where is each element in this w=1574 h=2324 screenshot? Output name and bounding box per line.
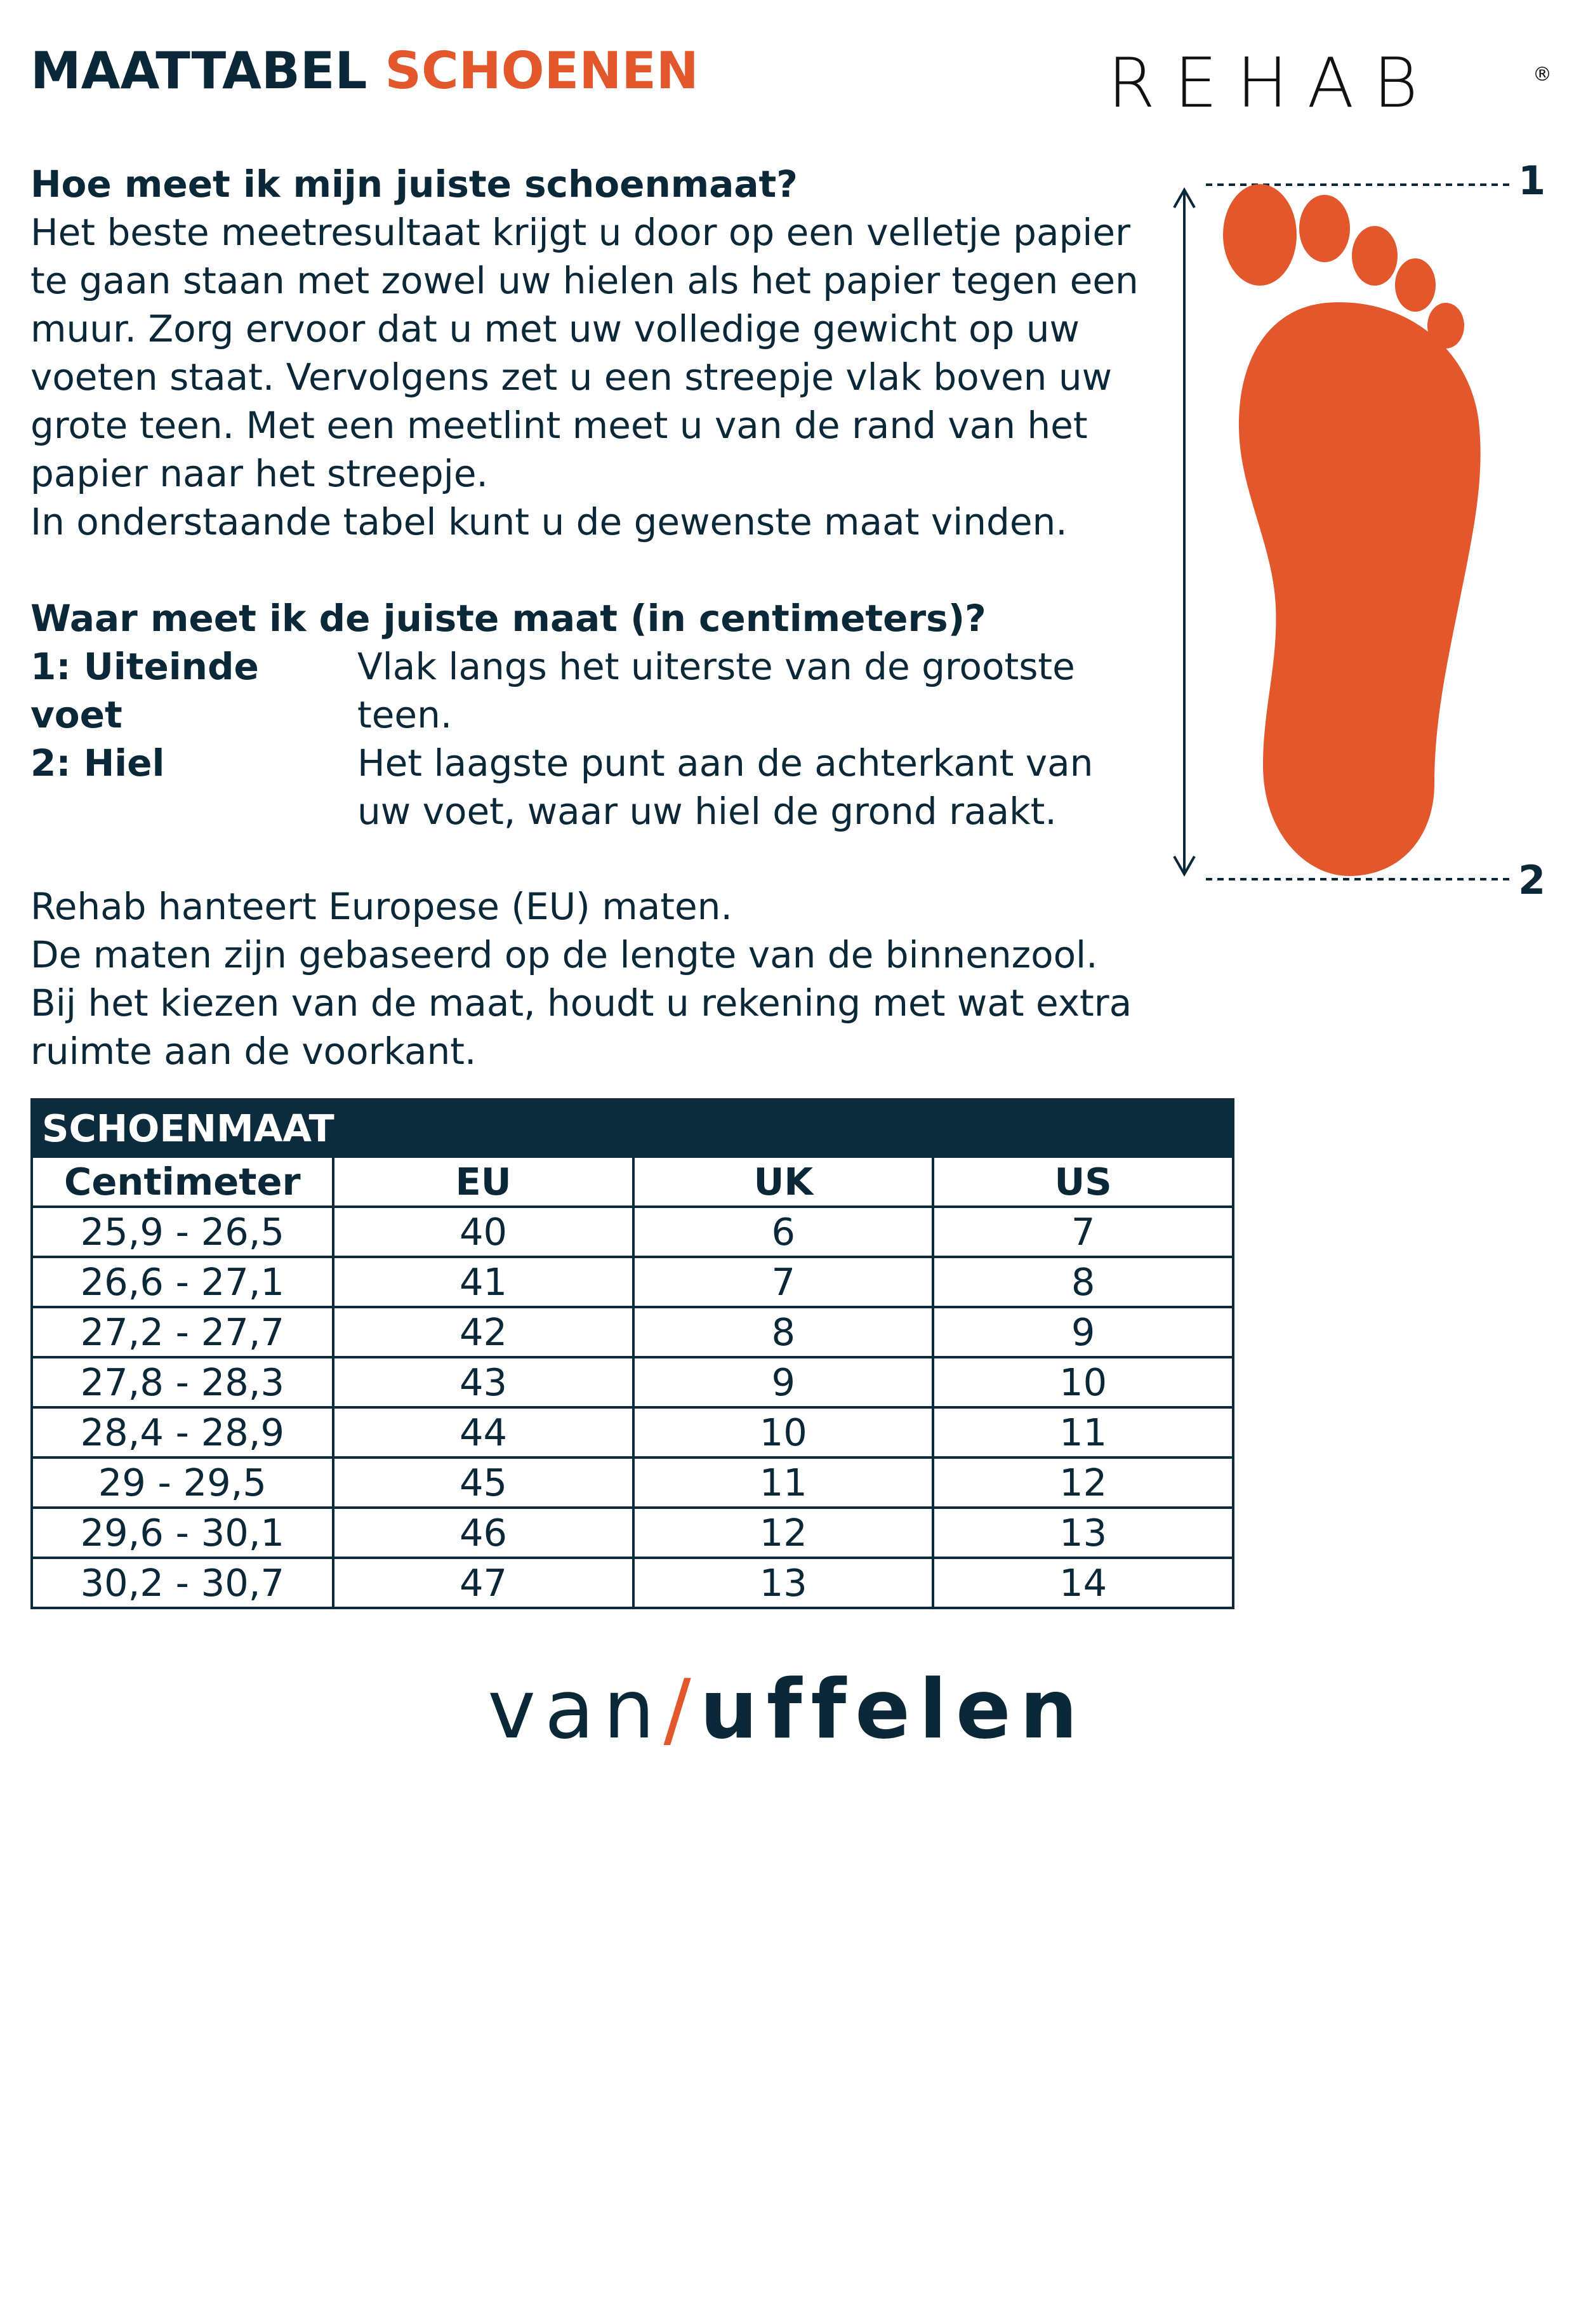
cell-centimeter: 29,6 - 30,1 [32,1508,333,1558]
table-row [32,1357,1233,1407]
cell-us: 11 [933,1407,1233,1457]
toe-icon [1352,226,1398,286]
table-row [32,1307,1233,1357]
cell-centimeter: 27,2 - 27,7 [32,1307,333,1357]
cell-centimeter: 30,2 - 30,7 [32,1558,333,1608]
notes-line: ruimte aan de voorkant. [30,1030,477,1073]
intro-line: te gaan staan met zowel uw hielen als het papier tegen een [30,259,1139,302]
notes-line: Bij het kiezen van de maat, houdt u rekening met wat extra [30,981,1132,1025]
column-header-us: US [933,1157,1233,1207]
cell-eu: 41 [333,1257,634,1307]
column-header-centimeter: Centimeter [32,1157,333,1207]
logo-uffelen: uffelen [699,1663,1087,1757]
cell-uk: 6 [633,1207,933,1257]
intro-line: voeten staat. Vervolgens zet u een streepje vlak boven uw [30,355,1113,399]
cell-us: 8 [933,1257,1233,1307]
measure-desc-line: Vlak langs het uiterste van de grootste [357,645,1075,688]
table-title: SCHOENMAAT [32,1099,1233,1157]
logo-van: van [487,1663,664,1757]
table-row [32,1457,1233,1508]
measure-term: 1: Uiteinde voet [30,645,259,736]
cell-us: 12 [933,1457,1233,1508]
measure-item-toe [30,642,1141,739]
notes-section [30,882,1141,1075]
cell-eu: 42 [333,1307,634,1357]
column-header-uk: UK [633,1157,933,1207]
measure-desc-line: teen. [357,693,453,736]
big-toe-icon [1223,184,1297,286]
column-header-eu: EU [333,1157,634,1207]
registered-mark: ® [1533,63,1552,86]
cell-uk: 10 [633,1407,933,1457]
cell-uk: 8 [633,1307,933,1357]
cell-us: 9 [933,1307,1233,1357]
cell-us: 13 [933,1508,1233,1558]
measure-desc [357,739,1141,835]
measure-term: 2: Hiel [30,741,165,785]
cell-us: 14 [933,1558,1233,1608]
cell-uk: 11 [633,1457,933,1508]
sole-icon [1239,302,1481,876]
foot-diagram [1168,162,1561,898]
notes-line: Rehab hanteert Europese (EU) maten. [30,885,732,928]
intro-line: muur. Zorg ervoor dat u met uw volledige gewicht op uw [30,307,1080,350]
measure-section [30,594,1141,835]
measure-desc-line: uw voet, waar uw hiel de grond raakt. [357,790,1057,833]
cell-eu: 45 [333,1457,634,1508]
intro-section [30,160,1141,546]
logo-slash: / [663,1663,700,1757]
cell-centimeter: 28,4 - 28,9 [32,1407,333,1457]
intro-heading: Hoe meet ik mijn juiste schoenmaat? [30,163,798,206]
table-row [32,1207,1233,1257]
toe-icon [1395,258,1436,312]
cell-eu: 44 [333,1407,634,1457]
table-row [32,1558,1233,1608]
measure-desc [357,642,1141,739]
toe-icon [1299,195,1350,262]
measure-desc-line: Het laagste punt aan de achterkant van [357,741,1094,785]
table-body [32,1207,1233,1608]
size-table [30,1098,1234,1609]
cell-eu: 40 [333,1207,634,1257]
cell-uk: 13 [633,1558,933,1608]
page-title-main: MAATTABEL [30,41,367,100]
marker-toe: 1 [1518,157,1546,204]
table-header-row [32,1157,1233,1207]
intro-line: Het beste meetresultaat krijgt u door op een velletje papier [30,211,1130,254]
foot-icon [1223,184,1481,876]
page-title [30,41,699,100]
measure-heading: Waar meet ik de juiste maat (in centimeters)? [30,597,986,640]
notes-line: De maten zijn gebaseerd op de lengte van de binnenzool. [30,933,1098,976]
marker-heel: 2 [1518,857,1546,903]
van-uffelen-logo [0,1663,1574,1757]
cell-centimeter: 27,8 - 28,3 [32,1357,333,1407]
cell-uk: 9 [633,1357,933,1407]
cell-centimeter: 25,9 - 26,5 [32,1207,333,1257]
intro-line: grote teen. Met een meetlint meet u van de rand van het [30,404,1088,447]
measure-item-heel [30,739,1141,835]
table-row [32,1508,1233,1558]
cell-centimeter: 29 - 29,5 [32,1457,333,1508]
intro-line: papier naar het streepje. [30,452,488,495]
rehab-logo-text: REHAB [1108,44,1438,123]
cell-eu: 43 [333,1357,634,1407]
table-title-row [32,1099,1233,1157]
cell-centimeter: 26,6 - 27,1 [32,1257,333,1307]
cell-eu: 47 [333,1558,634,1608]
table-row [32,1257,1233,1307]
cell-us: 10 [933,1357,1233,1407]
rehab-logo [1108,44,1552,123]
cell-us: 7 [933,1207,1233,1257]
cell-eu: 46 [333,1508,634,1558]
cell-uk: 7 [633,1257,933,1307]
table-row [32,1407,1233,1457]
page-title-accent: SCHOENEN [385,41,699,100]
cell-uk: 12 [633,1508,933,1558]
intro-line: In onderstaande tabel kunt u de gewenste maat vinden. [30,500,1068,543]
